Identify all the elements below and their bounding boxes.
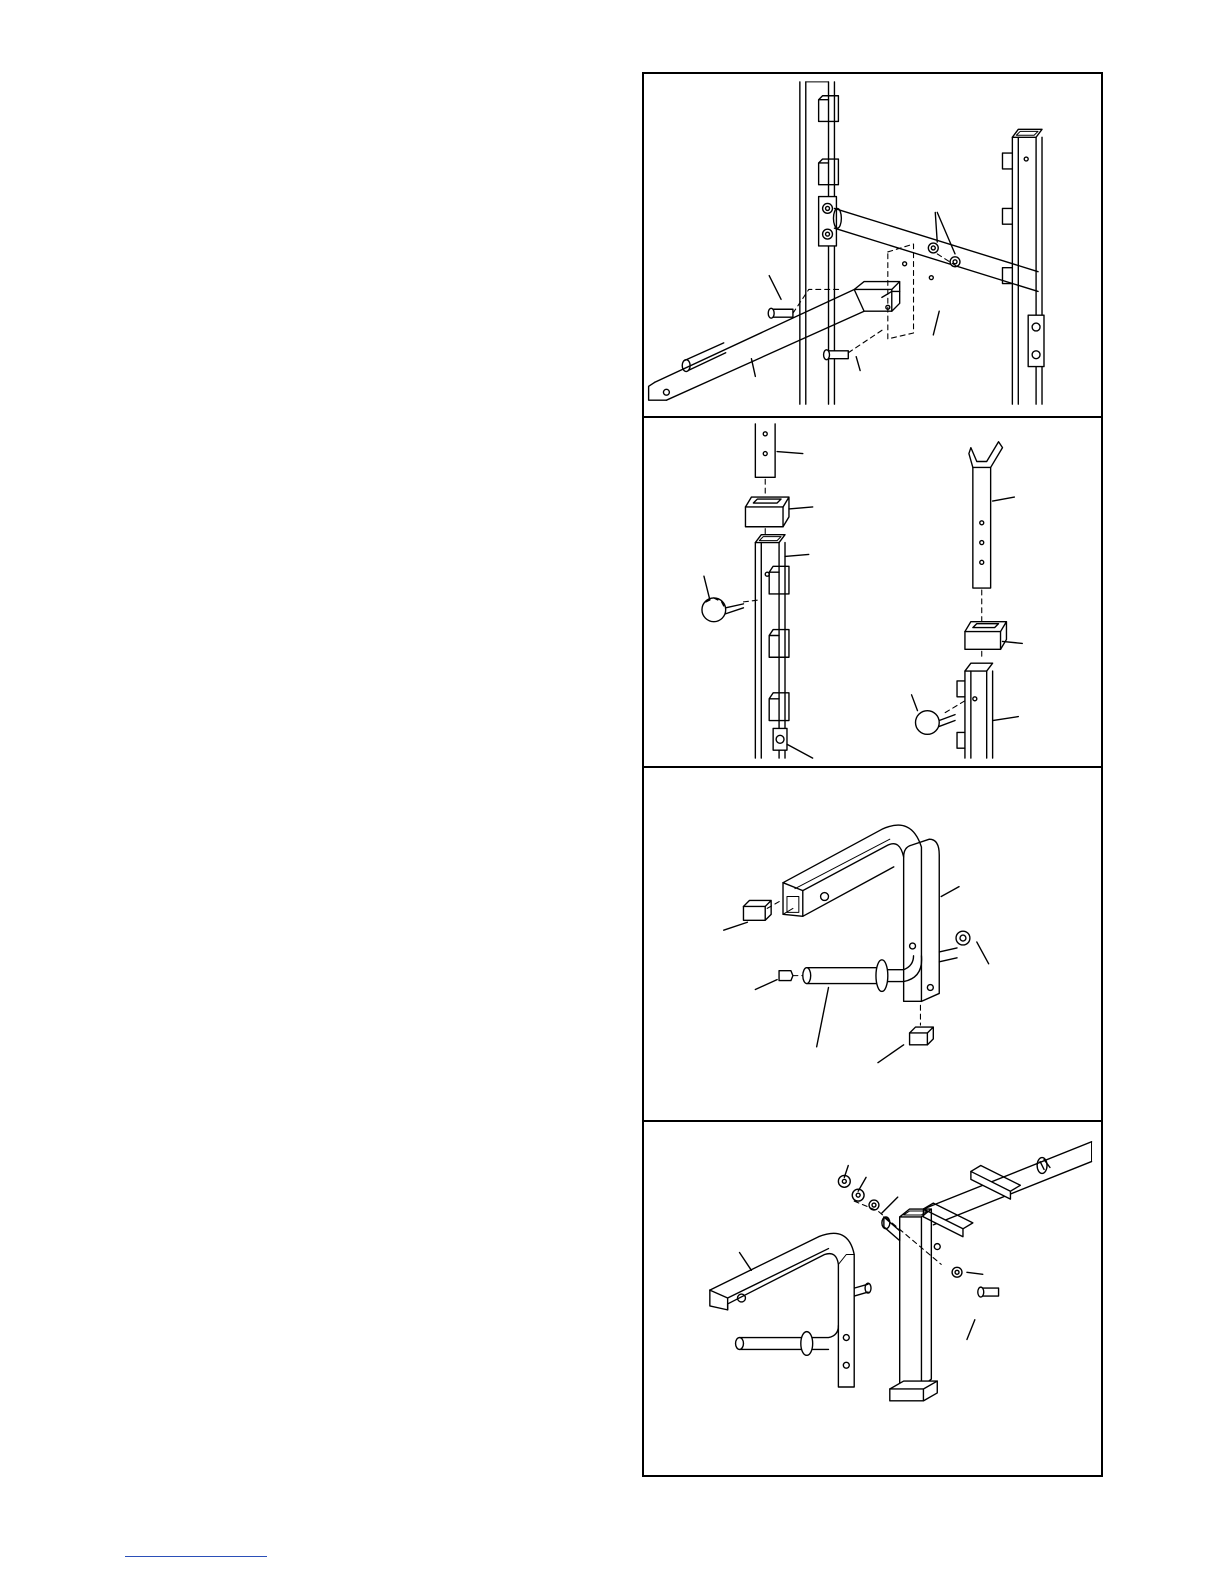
assembly-diagram-1 [642, 72, 1103, 418]
assembly-diagram-2 [642, 416, 1103, 768]
footer-link-underline [125, 1556, 267, 1557]
crossbar-assembly-drawing [644, 74, 1101, 416]
assembly-diagram-3 [642, 766, 1103, 1122]
bench-attachment-drawing [644, 1122, 1101, 1475]
assembly-diagram-4 [642, 1120, 1103, 1477]
upright-extension-drawing [644, 418, 1101, 766]
arm-assembly-drawing [644, 768, 1101, 1120]
